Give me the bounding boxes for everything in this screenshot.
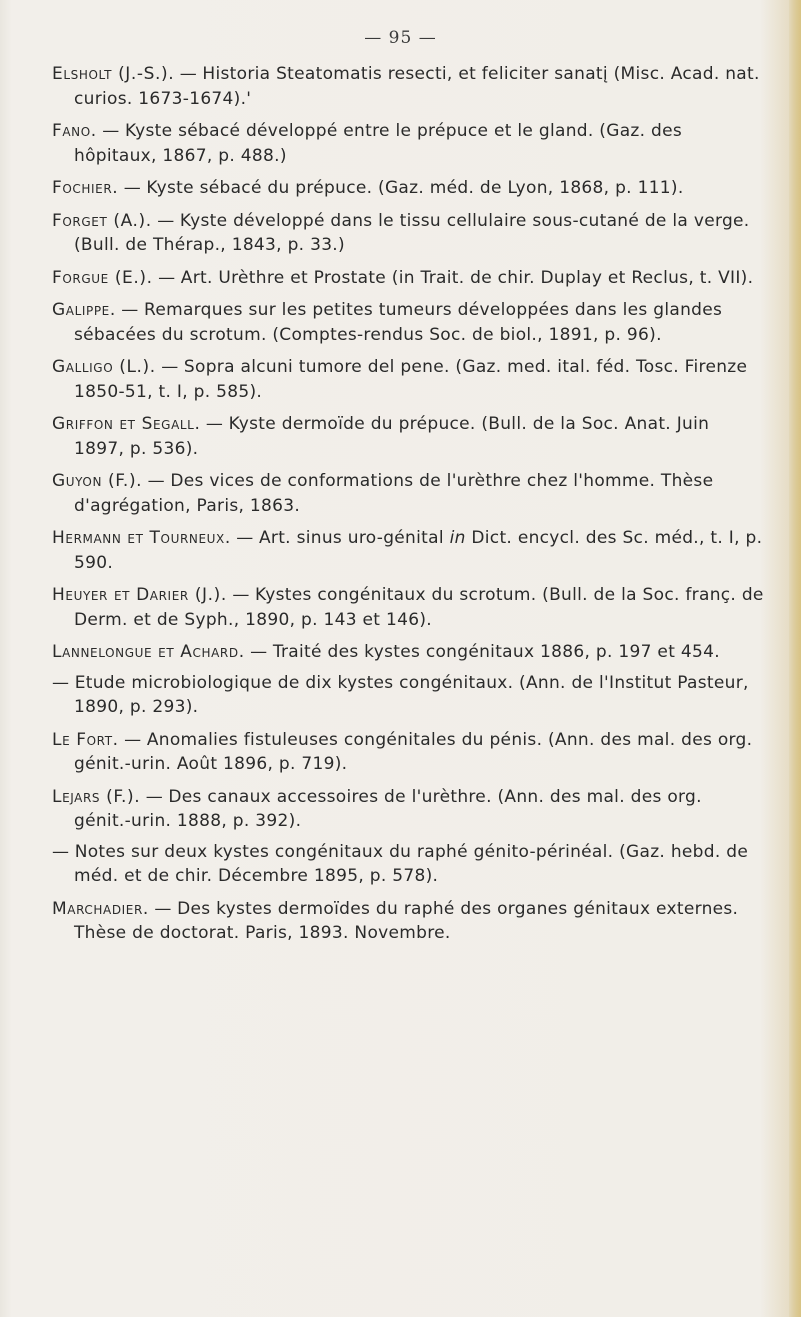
page-number: — 95 — [364, 28, 437, 48]
bibliography-entry [52, 355, 764, 404]
entry-dash: — [102, 121, 120, 141]
bibliography-entry [52, 62, 764, 111]
bibliography-entry-continuation [52, 671, 764, 720]
entry-text: Anomalies fistuleuses congénitales du pénis. (Ann. des mal. des org. génit.-urin. Août 1896, p. 719). [74, 729, 753, 774]
entry-text: Etude microbiologique de dix kystes congénitaux. (Ann. de l'Institut Pasteur, 1890, p. 293). [74, 672, 749, 717]
entry-text: Kyste dermoïde du prépuce. (Bull. de la Soc. Anat. Juin 1897, p. 536). [74, 414, 710, 459]
bibliography-entry [52, 728, 764, 777]
entry-dash: — [205, 414, 224, 434]
entry-text: Historia Steatomatis resecti, et feliciter sanatį (Misc. Acad. nat. curios. 1673-1674).' [74, 64, 760, 109]
entry-text: Sopra alcuni tumore del pene. (Gaz. med. ital. féd. Tosc. Firenze 1850-51, t. I, p. 585). [74, 357, 748, 402]
entry-author: Elsholt (J.-S.). [52, 64, 175, 84]
bibliography-entry [52, 897, 764, 946]
entry-author: Galippe. [52, 300, 116, 320]
entry-dash: — [145, 786, 163, 807]
bibliography-entry [52, 412, 764, 461]
entry-text-end: Dict. encycl. des Sc. méd., t. I, p. 590. [74, 528, 763, 573]
entry-author: Lejars (F.). [52, 786, 141, 807]
entry-text-start: Art. sinus uro-génital [258, 528, 450, 548]
entry-author: Le Fort. [52, 729, 119, 750]
entry-text-italic: in [449, 528, 466, 548]
entry-dash: — [232, 585, 250, 605]
entry-author: Galligo (L.). [52, 357, 156, 377]
entry-author: Guyon (F.). [52, 471, 143, 491]
entry-text: Remarques sur les petites tumeurs développées dans les glandes sébacées du scrotum. (Comptes-rendus Soc. de biol., 1891, p. 96). [74, 300, 723, 345]
bibliography-entry [52, 266, 764, 291]
entry-text: Notes sur deux kystes congénitaux du raphé génito-périnéal. (Gaz. hebd. de méd. et de chir. Décembre 1895, p. 578). [74, 841, 749, 886]
entry-text: Traité des kystes congénitaux 1886, p. 197 et 454. [272, 642, 720, 662]
entry-author: Forgue (E.). [52, 267, 153, 288]
entry-dash: — [179, 64, 198, 84]
bibliography-entry [52, 298, 764, 347]
entry-author: Forget (A.). [52, 210, 152, 231]
entry-text: Des canaux accessoires de l'urèthre. (Ann. des mal. des org. génit.-urin. 1888, p. 392). [74, 786, 702, 831]
page-edge-shading [789, 0, 801, 1317]
bibliography-entry [52, 640, 764, 665]
entry-text: Kyste sébacé du prépuce. (Gaz. méd. de Lyon, 1868, p. 111). [146, 178, 684, 198]
entry-dash: — [124, 729, 142, 750]
bibliography-entry [52, 209, 764, 258]
entry-author: Fochier. [52, 178, 119, 198]
bibliography-entry [52, 583, 764, 632]
entry-dash: — [147, 471, 165, 491]
entry-text: Kyste développé dans le tissu cellulaire sous-cutané de la verge. (Bull. de Thérap., 1843, p. 33.) [74, 210, 750, 255]
entry-author: Lannelongue et Achard. [52, 642, 245, 662]
entry-dash: — [161, 357, 179, 377]
entry-dash: — [236, 528, 254, 548]
bibliography-entry [52, 176, 764, 201]
entry-dash: — [154, 898, 172, 919]
bibliography-entry [52, 469, 764, 518]
entry-author: Heuyer et Darier (J.). [52, 585, 227, 605]
entry-author: Griffon et Segall. [52, 414, 201, 434]
entry-text: Des vices de conformations de l'urèthre chez l'homme. Thèse d'agrégation, Paris, 1863. [74, 471, 714, 516]
entry-dash: — [250, 642, 268, 662]
entry-text: Art. Urèthre et Prostate (in Trait. de chir. Duplay et Reclus, t. VII). [180, 267, 754, 288]
entry-dash: — [157, 210, 175, 231]
entry-dash: — [52, 841, 70, 862]
entry-text: Des kystes dermoïdes du raphé des organes génitaux externes. Thèse de doctorat. Paris, 1893. Novembre. [74, 898, 739, 943]
entry-dash: — [52, 672, 70, 693]
entry-author: Fano. [52, 121, 97, 141]
bibliography-entry [52, 526, 764, 575]
bibliography-entry [52, 119, 764, 168]
entry-author: Marchadier. [52, 898, 149, 919]
bibliography-list [52, 62, 764, 954]
entry-dash: — [158, 267, 176, 288]
entry-text: Kystes congénitaux du scrotum. (Bull. de la Soc. franç. de Derm. et de Syph., 1890, p. 143 et 146). [74, 585, 764, 630]
entry-author: Hermann et Tourneux. [52, 528, 231, 548]
entry-dash: — [121, 300, 139, 320]
bibliography-entry-continuation [52, 840, 764, 889]
bibliography-entry [52, 785, 764, 834]
entry-dash: — [123, 178, 142, 198]
entry-text: Kyste sébacé développé entre le prépuce et le gland. (Gaz. des hôpitaux, 1867, p. 488.) [74, 121, 683, 166]
